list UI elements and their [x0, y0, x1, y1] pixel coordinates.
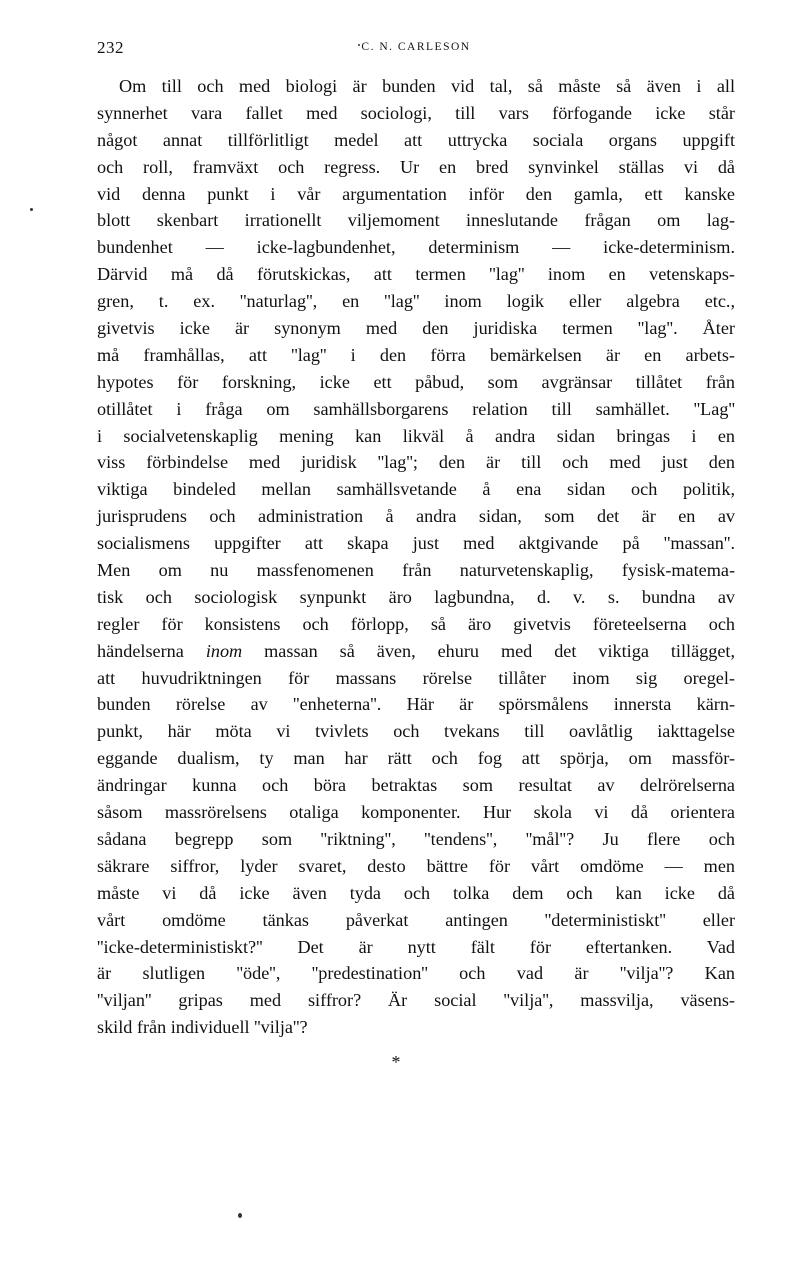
text-line: sådana begrepp som ''riktning'', ''tendens'', ''mål''? Ju flere och	[97, 828, 735, 849]
text-line: synnerhet vara fallet med sociologi, till vars förfogande icke står	[97, 102, 735, 123]
text-line: eggande dualism, ty man har rätt och fog att spörja, om massför-	[97, 748, 735, 769]
text-line: något annat tillförlitligt medel att uttrycka sociala organs uppgift	[97, 129, 735, 150]
text-line-last: skild från individuell ''vilja''?	[97, 1017, 308, 1038]
text-line: ''icke-deterministiskt?'' Det är nytt fält för eftertanken. Vad	[97, 936, 735, 957]
print-speck	[358, 44, 360, 46]
text-line: socialismens uppgifter att skapa just med aktgivande på ''massan''.	[97, 533, 735, 554]
text-line: ändringar kunna och böra betraktas som resultat av delrörelserna	[97, 775, 735, 796]
text-line-with-emphasis	[97, 638, 735, 665]
text-line: och roll, framväxt och regress. Ur en bred synvinkel ställas vi då	[97, 156, 735, 177]
text-line: Om till och med biologi är bunden vid tal, så måste så även i all	[119, 76, 735, 96]
emphasis-inom: inom	[205, 640, 243, 661]
text-line: såsom massrörelsens otaliga komponenter. Hur skola vi då orientera	[97, 802, 735, 823]
text-line: otillåtet i fråga om samhällsborgarens relation till samhället. ''Lag''	[97, 398, 735, 419]
text-line: punkt, här möta vi tvivlets och tvekans till oavlåtlig iakttagelse	[97, 721, 735, 742]
body-text	[97, 73, 735, 1041]
running-head	[97, 38, 735, 60]
text-line: att huvudriktningen för massans rörelse tillåter inom sig oregel-	[97, 667, 735, 688]
text-line: bundenhet — icke-lagbundenhet, determinism — icke-determinism.	[97, 237, 735, 258]
text-line: ''viljan'' gripas med siffror? Är social ''vilja'', massvilja, väsens-	[97, 990, 735, 1011]
section-ornament: *	[391, 1052, 401, 1072]
text-line: hypotes för forskning, icke ett påbud, som avgränsar tillåtet från	[97, 371, 735, 392]
text-line: i socialvetenskaplig mening kan likväl å andra sidan bringas i en	[97, 425, 735, 446]
print-speck	[30, 208, 33, 211]
page-number: 232	[97, 38, 124, 57]
running-title: C. N. CARLESON	[361, 41, 471, 53]
text-line: Men om nu massfenomenen från naturvetenskaplig, fysisk-matema-	[97, 560, 735, 581]
text-line: säkrare siffror, lyder svaret, desto bättre för vårt omdöme — men	[97, 855, 735, 876]
text-segment: massan så även, ehuru med det viktiga tillägget,	[242, 640, 735, 661]
text-line: regler för konsistens och förlopp, så äro givetvis företeelserna och	[97, 613, 735, 634]
text-line: bunden rörelse av ''enheterna''. Här är spörsmålens innersta kärn-	[97, 694, 735, 715]
text-line: vårt omdöme tänkas påverkat antingen ''deterministiskt'' eller	[97, 909, 735, 930]
text-line: är slutligen ''öde'', ''predestination'' och vad är ''vilja''? Kan	[97, 963, 735, 984]
text-line: Därvid må då förutskickas, att termen ''lag'' inom en vetenskaps-	[97, 264, 735, 285]
text-line: jurisprudens och administration å andra sidan, som det är en av	[97, 506, 735, 527]
text-line: blott skenbart irrationellt viljemoment inneslutande frågan om lag-	[97, 210, 735, 231]
text-line: vid denna punkt i vår argumentation inför den gamla, ett kanske	[97, 183, 735, 204]
text-line: givetvis icke är synonym med den juridiska termen ''lag''. Åter	[97, 318, 735, 339]
text-line: måste vi då icke även tyda och tolka dem och kan icke då	[97, 882, 735, 903]
text-line: gren, t. ex. ''naturlag'', en ''lag'' inom logik eller algebra etc.,	[97, 291, 735, 312]
text-segment: händelserna	[97, 640, 206, 661]
text-line: må framhållas, att ''lag'' i den förra bemärkelsen är en arbets-	[97, 344, 735, 365]
text-line: tisk och sociologisk synpunkt äro lagbundna, d. v. s. bundna av	[97, 586, 735, 607]
print-speck	[238, 1213, 242, 1218]
text-line: viss förbindelse med juridisk ''lag''; den är till och med just den	[97, 452, 735, 473]
text-line: viktiga bindeled mellan samhällsvetande å ena sidan och politik,	[97, 479, 735, 500]
